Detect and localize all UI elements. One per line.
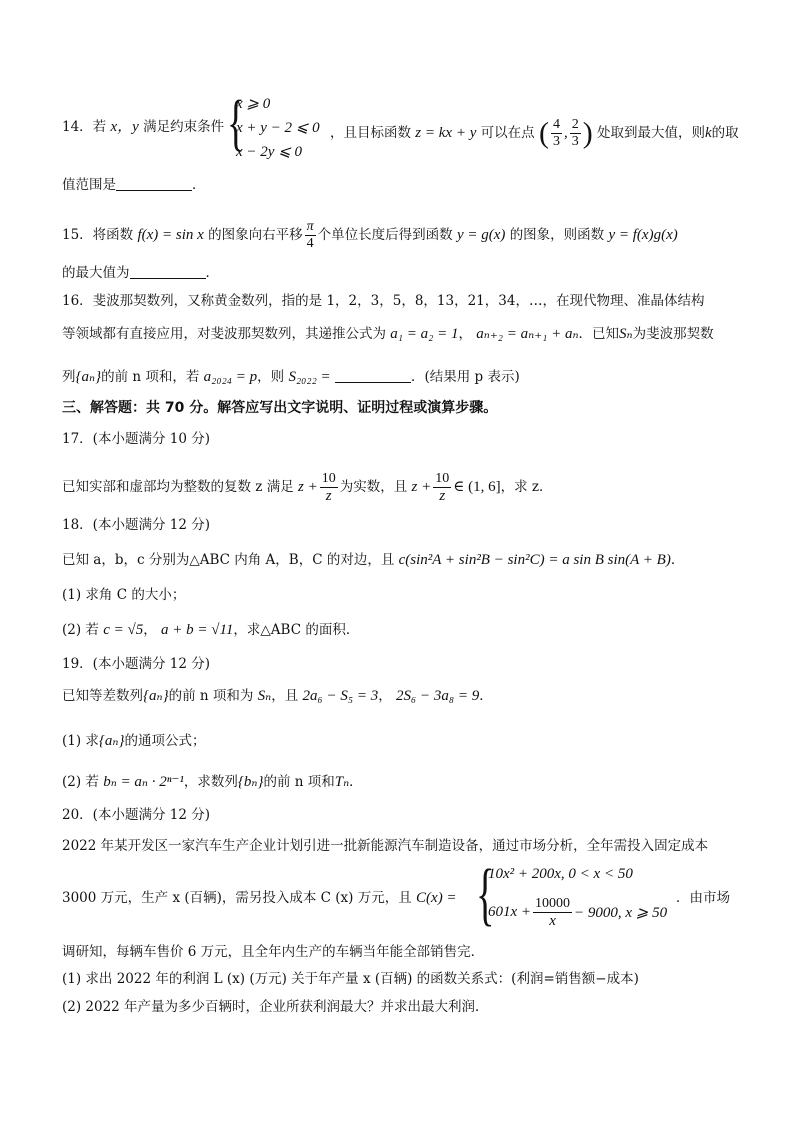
q17-frac2: $\frac{10}{z}$ (435, 471, 450, 504)
q15-lead: 15．将函数 (62, 227, 134, 243)
q17-frac1: $\frac{10}{z}$ (321, 471, 336, 504)
q16-s2022: S₂₀₂₂ = (288, 369, 331, 385)
answer-blank-15[interactable] (130, 264, 206, 279)
answer-blank-14[interactable] (116, 176, 192, 191)
q16-rec2: aₙ₊₂ = aₙ₊₁ + aₙ (476, 326, 579, 342)
q14-line2: 值范围是 (62, 177, 116, 193)
q18-part1: (1) 求角 C 的大小； (62, 587, 186, 603)
q20-line1: 2022 年某开发区一家汽车生产企业计划引进一批新能源汽车制造设备，通过市场分析，全年需投入固定成本 (62, 838, 709, 854)
q14-cond2: x + y − 2 ⩽ 0 (236, 120, 320, 136)
q14-cond1: x ⩾ 0 (236, 96, 271, 112)
q15-f: f(x) = sin x (137, 227, 204, 243)
q20-part2: (2) 2022 年产量为多少百辆时，企业所获利润最大？并求出最大利润． (62, 999, 489, 1015)
q14-point-y: $\frac{2}{3}$ (571, 117, 579, 149)
q20-brace: { (476, 856, 495, 933)
q15-mid2: 个单位长度后得到函数 (317, 227, 453, 243)
q14-after4: 的取 (711, 125, 739, 141)
q18-equation: c(sin²A + sin²B − sin²C) = a sin B sin(A + B) (398, 552, 671, 568)
q14-brace: { (227, 89, 245, 157)
q17-head: 17．(本小题满分 10 分) (62, 431, 210, 447)
q19-head: 19．(本小题满分 12 分) (62, 656, 210, 672)
q14-mid: 满足约束条件 (143, 119, 225, 135)
q16-a2024: a₂₀₂₄ = p (203, 369, 258, 385)
q14-after2: 可以在点 (480, 125, 535, 141)
q15-line2: 的最大值为 (62, 265, 130, 281)
q20-part1: (1) 求出 2022 年的利润 L (x) (万元) 关于年产量 x (百辆) 的函数关系式：(利润=销售额−成本) (62, 971, 639, 987)
q16-line1: 16．斐波那契数列，又称黄金数列，指的是 1，2，3，5，8，13，21，34，…，在现代物理、准晶体结构 (62, 293, 705, 309)
q20-line3: 调研知，每辆车售价 6 万元，且全年内生产的车辆当年能全部销售完． (62, 944, 485, 960)
q20-case2: 601x + $\frac{10000}{x}$ − 9000, x ⩾ 50 (488, 896, 668, 929)
q14-objective: z = kx + y (415, 125, 477, 141)
q16-rec1: a₁ = a₂ = 1 (390, 326, 459, 342)
answer-blank-16[interactable] (335, 368, 411, 383)
q14-lead: 14．若 (62, 119, 107, 135)
q14-after: ，且目标函数 (330, 125, 411, 141)
q20-head: 20．(本小题满分 12 分) (62, 807, 210, 823)
q15-g: y = g(x) (456, 227, 506, 243)
q15-mid3: 的图象，则函数 (509, 227, 605, 243)
q14-k: k (705, 125, 712, 141)
q14-vars: x，y (110, 119, 139, 135)
section-3-title: 三、解答题：共 70 分。解答应写出文字说明、证明过程或演算步骤。 (62, 400, 498, 416)
q15-mid: 的图象向右平移 (208, 227, 303, 243)
q14-point-x: $\frac{4}{3}$ (552, 117, 560, 149)
q15-shift: $\frac{\pi}{4}$ (306, 219, 314, 251)
q14-after3: 处取到最大值，则 (597, 125, 705, 141)
q20-case1: 10x² + 200x, 0 < x < 50 (488, 866, 633, 882)
q14-cond3: x − 2y ⩽ 0 (236, 144, 303, 160)
q18-head: 18．(本小题满分 12 分) (62, 517, 210, 533)
q15-fg: y = f(x)g(x) (608, 227, 678, 243)
